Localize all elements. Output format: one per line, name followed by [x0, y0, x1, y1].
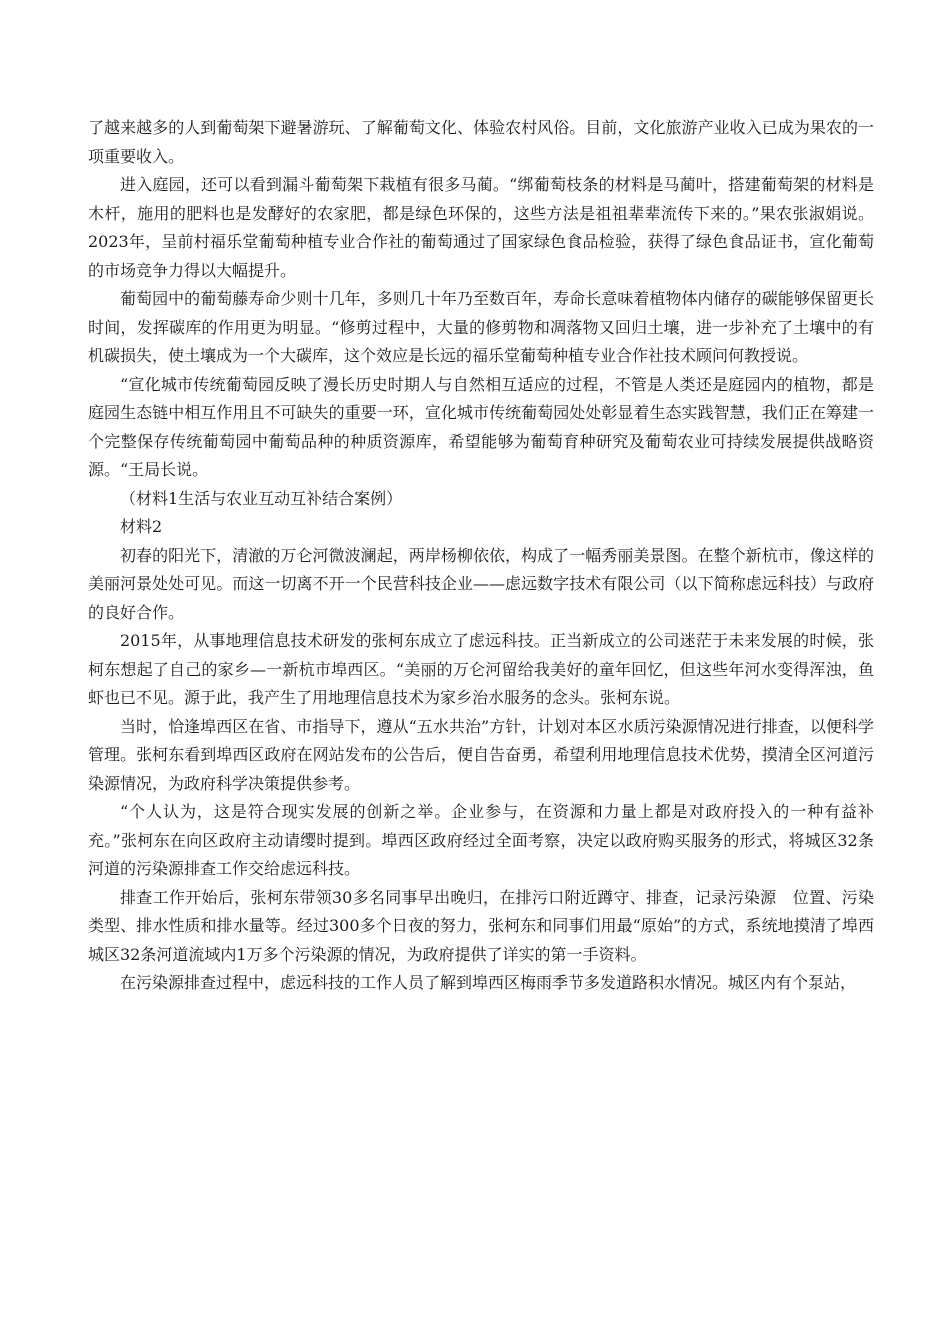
paragraph-2: 进入庭园，还可以看到漏斗葡萄架下栽植有很多马蔺。“绑葡萄枝条的材料是马蔺叶，搭建葡萄架的材料是木杆，施用的肥料也是发酵好的农家肥，都是绿色环保的，这些方法是祖祖辈辈流传下来的。”果农张淑娟说。2023年，呈前村福乐堂葡萄种植专业合作社的葡萄通过了国家绿色食品检验，获得了绿色食品证书，宣化葡萄的市场竞争力得以大幅提升。	[88, 175, 874, 280]
paragraph-9: 排查工作开始后，张柯东带领30多名同事早出晚归，在排污口附近蹲守、排查，记录污染源 位置、污染类型、排水性质和排水量等。经过300多个日夜的努力，张柯东和同事们用最“原始”的方式，系统地摸清了埠西城区32条河道流域内1万多个污染源的情况，为政府提供了详实的第一手资料。	[88, 887, 874, 964]
paragraph-10: 在污染源排查过程中，虑远科技的工作人员了解到埠西区梅雨季节多发道路积水情况。城区内有个泵站，	[120, 973, 857, 992]
paragraph-5: 初春的阳光下，清澈的万仑河微波澜起，两岸杨柳依依，构成了一幅秀丽美景图。在整个新杭市，像这样的美丽河景处处可见。而这一切离不开一个民营科技企业——虑远数字技术有限公司（以下简称虑远科技）与政府的良好合作。	[88, 545, 874, 622]
paragraph-1: 了越来越多的人到葡萄架下避暑游玩、了解葡萄文化、体验农村风俗。目前，文化旅游产业收入已成为果农的一项重要收入。	[88, 118, 874, 166]
paragraph-6: 2015年，从事地理信息技术研发的张柯东成立了虑远科技。正当新成立的公司迷茫于未来发展的时候，张柯东想起了自己的家乡—一新杭市埠西区。“美丽的万仑河留给我美好的童年回忆，但这些年河水变得浑浊，鱼虾也已不见。源于此，我产生了用地理信息技术为家乡治水服务的念头。张柯东说。	[88, 631, 874, 707]
material-1-caption: （材料1生活与农业互动互补结合案例）	[120, 488, 403, 508]
paragraph-7: 当时，恰逢埠西区在省、市指导下，遵从“五水共治”方针，计划对本区水质污染源情况进行排查，以便科学管理。张柯东看到埠西区政府在网站发布的公告后，便自告奋勇，希望利用地理信息技术优势，摸清全区河道污染源情况，为政府科学决策提供参考。	[88, 716, 874, 793]
paragraph-3: 葡萄园中的葡萄藤寿命少则十几年，多则几十年乃至数百年，寿命长意味着植物体内储存的碳能够保留更长时间，发挥碳库的作用更为明显。“修剪过程中，大量的修剪物和凋落物又回归土壤，进一步补充了土壤中的有机碳损失，使土壤成为一个大碳库，这个效应是长远的福乐堂葡萄种植专业合作社技术顾问何教授说。	[88, 289, 874, 365]
paragraph-4: “宣化城市传统葡萄园反映了漫长历史时期人与自然相互适应的过程，不管是人类还是庭园内的植物，都是庭园生态链中相互作用且不可缺失的重要一环，宣化城市传统葡萄园处处彰显着生态实践智慧，我们正在筹建一个完整保存传统葡萄园中葡萄品种的种质资源库，希望能够为葡萄育种研究及葡萄农业可持续发展提供战略资源。“王局长说。	[88, 374, 874, 479]
document-body	[88, 114, 874, 998]
material-2-heading: 材料2	[120, 517, 163, 536]
paragraph-8: “个人认为，这是符合现实发展的创新之举。企业参与，在资源和力量上都是对政府投入的一种有益补充。”张柯东在向区政府主动请缨时提到。埠西区政府经过全面考察，决定以政府购买服务的形式，将城区32条河道的污染源排查工作交给虑远科技。	[88, 802, 874, 878]
